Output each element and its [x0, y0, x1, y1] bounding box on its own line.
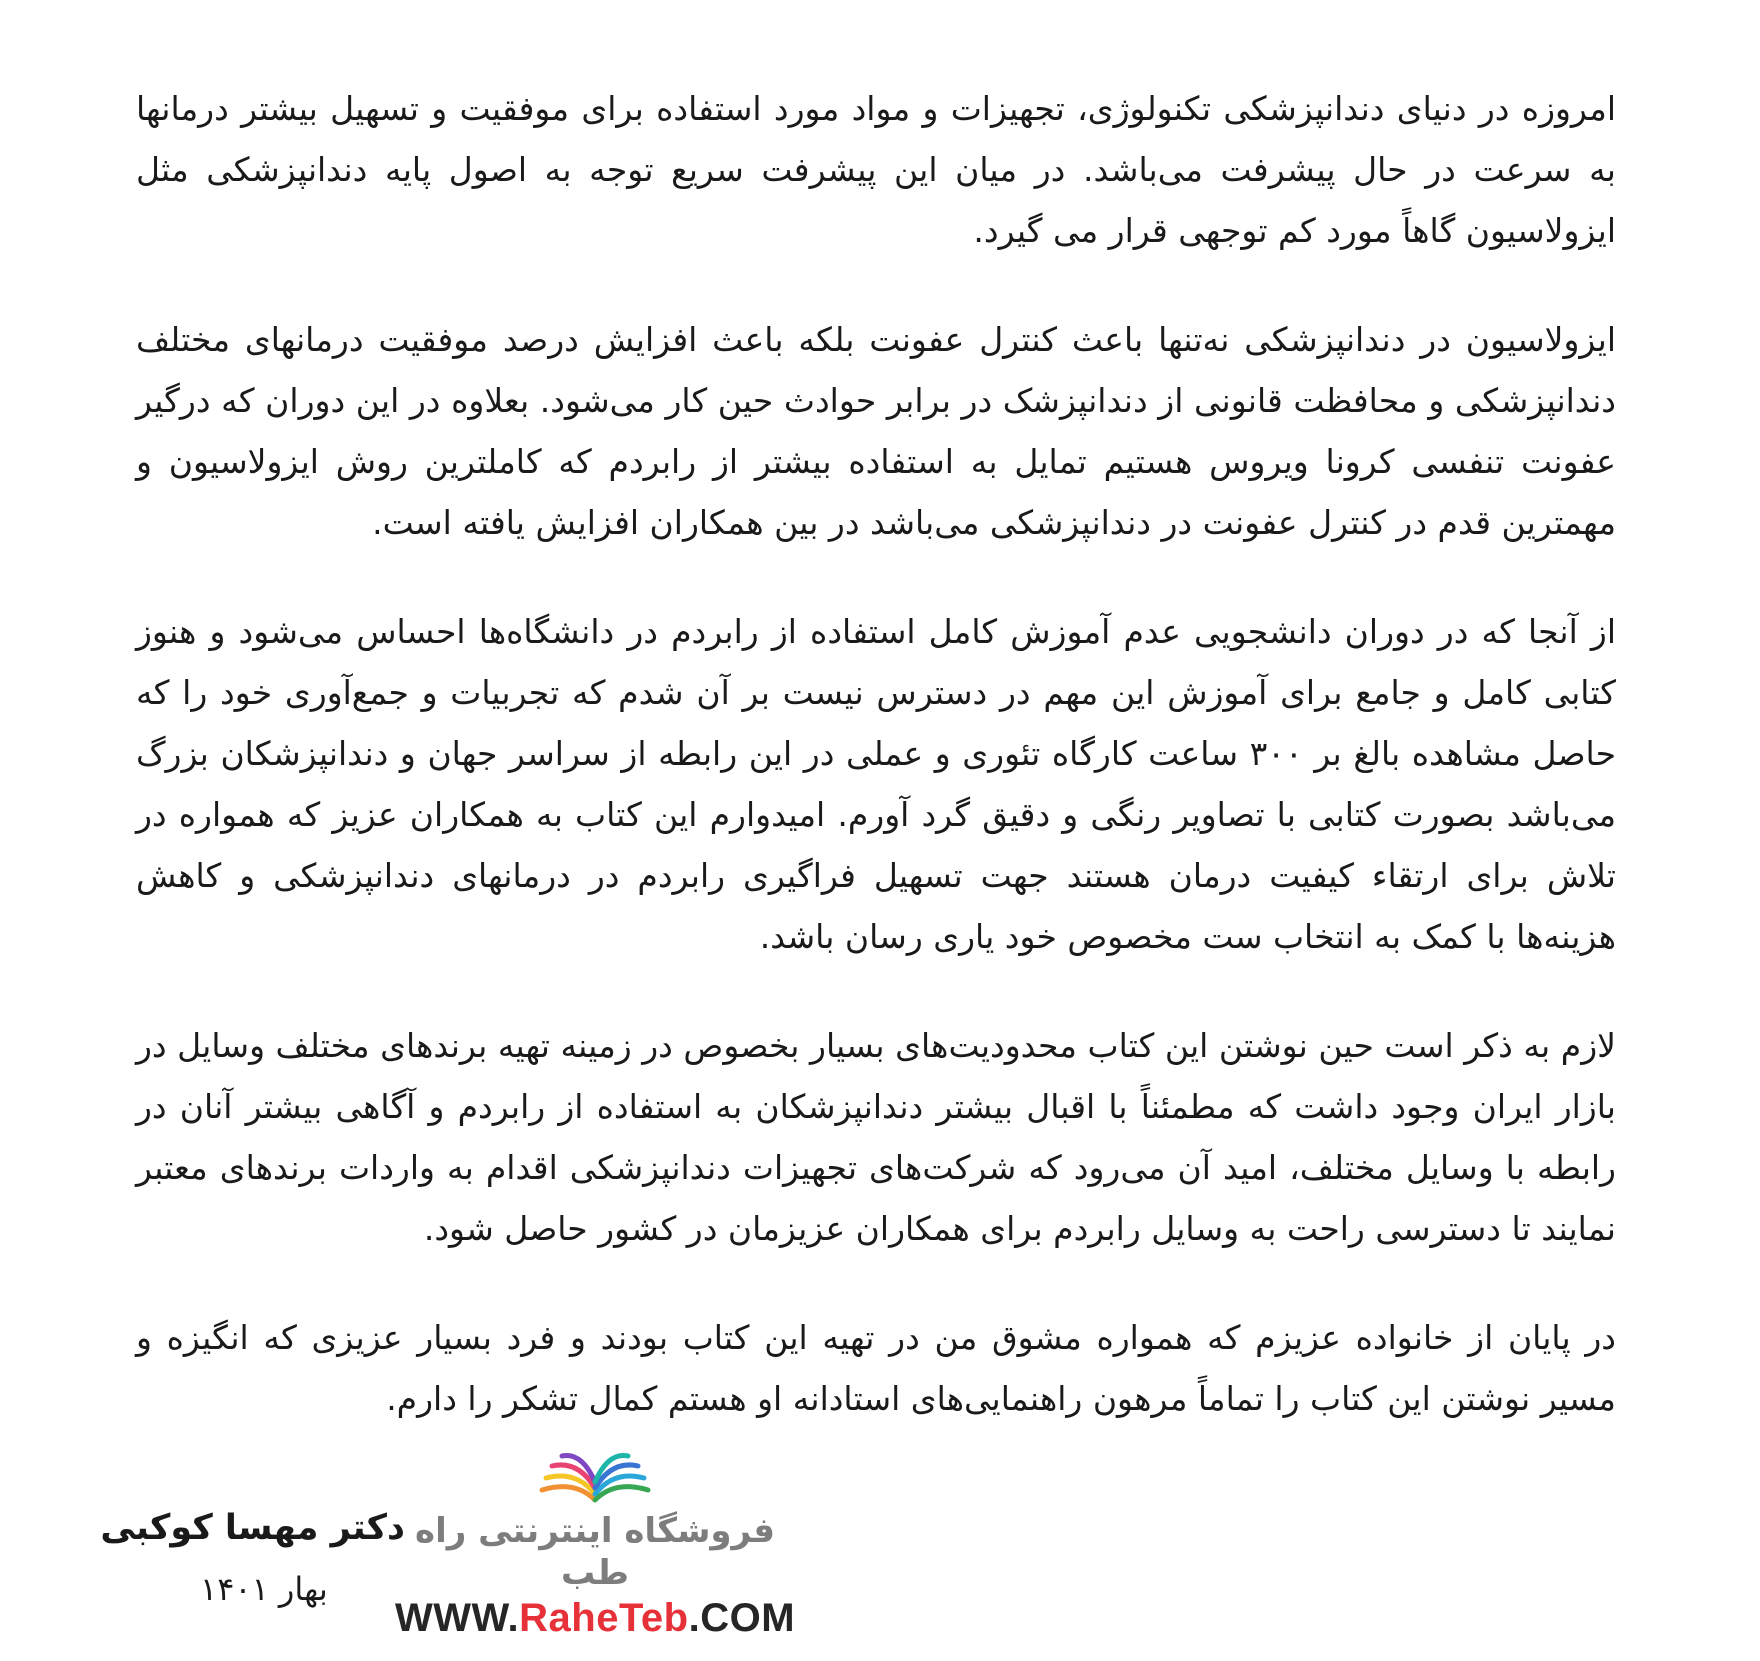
paragraph-2: ایزولاسیون در دندانپزشکی نه‌تنها باعث کنترل عفونت بلکه باعث افزایش درصد موفقیت درمانهای مختلف دندانپزشکی و محافظت قانونی از دندانپزشک در برابر حوادث حین کار می‌شود. بعلاوه در این دوران که درگیر عفونت تنفسی کرونا ویروس هستیم تمایل به استفاده بیشتر از رابردم که کاملترین روش ایزولاسیون و مهمترین قدم در کنترل عفونت در دندانپزشکی می‌باشد در بین همکاران افزایش یافته است. — [136, 320, 1616, 542]
watermark-url — [390, 1594, 800, 1642]
open-book-rainbow-icon — [530, 1450, 660, 1506]
signature-block — [100, 1505, 405, 1551]
watermark-url-suffix: .COM — [688, 1596, 796, 1640]
author-name: دکتر مهسا کوکبی — [100, 1508, 405, 1548]
paragraph-1: امروزه در دنیای دندانپزشکی تکنولوژی، تجهیزات و مواد مورد استفاده برای موفقیت و تسهیل بیشتر درمانها به سرعت در حال پیشرفت می‌باشد. در میان این پیشرفت سریع توجه به اصول پایه دندانپزشکی مثل ایزولاسیون گاهاً مورد کم توجهی قرار می گیرد. — [136, 89, 1616, 250]
paragraph-3: از آنجا که در دوران دانشجویی عدم آموزش کامل استفاده از رابردم در دانشگاه‌ها احساس می‌شود و هنوز کتابی کامل و جامع برای آموزش این مهم در دسترس نیست بر آن شدم که تجربیات و جمع‌آوری خود را که حاصل مشاهده بالغ بر ۳۰۰ ساعت کارگاه تئوری و عملی در این رابطه از سراسر جهان و دندانپزشکان بزرگ می‌باشد بصورت کتابی با تصاویر رنگی و دقیق گرد آورم. امیدوارم این کتاب به همکاران عزیز که همواره در تلاش برای ارتقاء کیفیت درمان هستند جهت تسهیل فراگیری رابردم در درمانهای دندانپزشکی و کاهش هزینه‌ها با کمک به انتخاب ست مخصوص خود یاری رسان باشد. — [136, 612, 1617, 956]
paragraph-5: در پایان از خانواده عزیزم که همواره مشوق من در تهیه این کتاب بودند و فرد بسیار عزیزی که انگیزه و مسیر نوشتن این کتاب را تماماً مرهون راهنمایی‌های استادانه او هستم کمال تشکر را دارم. — [136, 1318, 1616, 1418]
watermark-url-brand: RaheTeb — [519, 1596, 689, 1640]
watermark — [390, 1450, 800, 1642]
signature-date: بهار ۱۴۰۱ — [200, 1570, 328, 1608]
paragraph-4: لازم به ذکر است حین نوشتن این کتاب محدودیت‌های بسیار بخصوص در زمینه تهیه برندهای مختلف وسایل در بازار ایران وجود داشت که مطمئناً با اقبال بیشتر دندانپزشکان به استفاده از رابردم و آگاهی بیشتر آنان در رابطه با وسایل مختلف، امید آن می‌رود که شرکت‌های تجهیزات دندانپزشکی اقدام به واردات برندهای معتبر نمایند تا دسترسی راحت به وسایل رابردم برای همکاران عزیزمان در کشور حاصل شود. — [136, 1026, 1616, 1248]
preface-text — [136, 78, 1616, 1477]
watermark-url-prefix: WWW. — [394, 1596, 520, 1640]
watermark-store-name: فروشگاه اینترنتی راه طب — [415, 1511, 775, 1593]
